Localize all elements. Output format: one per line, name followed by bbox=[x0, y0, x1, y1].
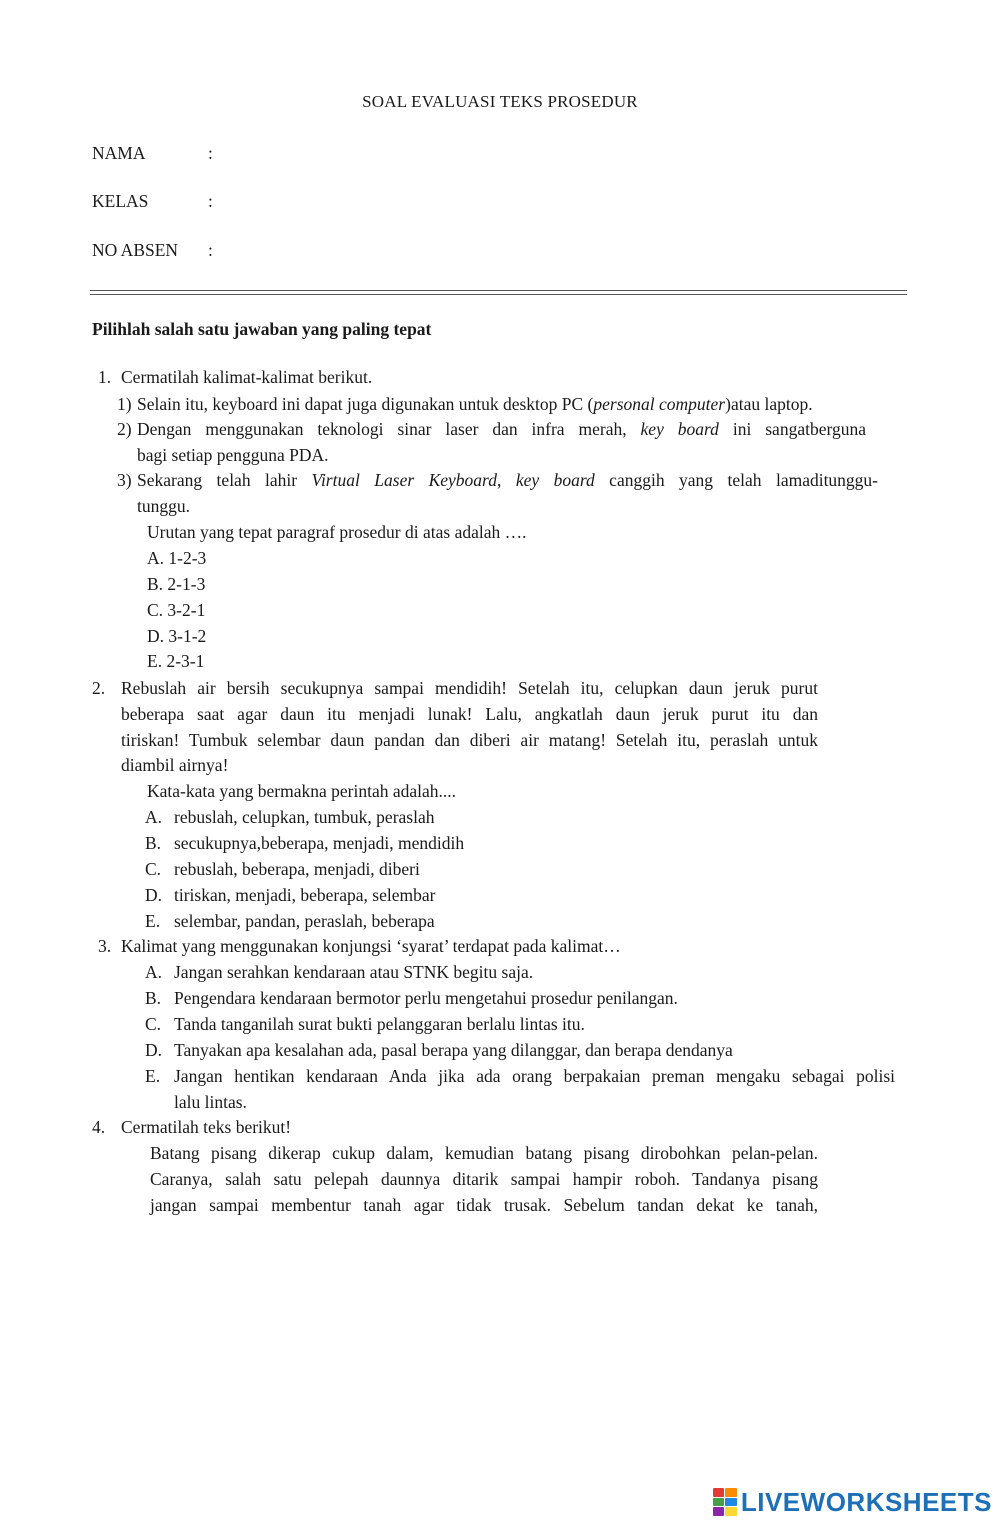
q1-item-3-number: 3) bbox=[117, 470, 132, 490]
absence-number-label: NO ABSEN bbox=[92, 240, 179, 260]
liveworksheets-logo bbox=[713, 1486, 992, 1518]
q2-option-b: secukupnya,beberapa, menjadi, mendidih bbox=[174, 833, 465, 853]
q2-option-a: rebuslah, celupkan, tumbuk, peraslah bbox=[174, 807, 435, 827]
class-label: KELAS bbox=[92, 191, 149, 211]
page-title: SOAL EVALUASI TEKS PROSEDUR bbox=[362, 92, 638, 111]
question-4-stem: Cermatilah teks berikut! bbox=[121, 1117, 292, 1137]
question-2-prompt: Kata-kata yang bermakna perintah adalah.... bbox=[147, 781, 457, 801]
instruction: Pilihlah salah satu jawaban yang paling tepat bbox=[92, 319, 432, 339]
q4-text-line-2: Caranya, salah satu pelepah daunnya ditarik sampai hampir roboh. Tandanya pisang bbox=[150, 1169, 818, 1189]
q3-option-e-continuation: lalu lintas. bbox=[174, 1092, 247, 1112]
q4-text-line-1: Batang pisang dikerap cukup dalam, kemudian batang pisang dirobohkan pelan-pelan. bbox=[150, 1143, 818, 1163]
q1-option-c: C. 3-2-1 bbox=[147, 600, 206, 620]
q3-option-b-letter: B. bbox=[145, 988, 162, 1008]
q1-item-2: Dengan menggunakan teknologi sinar laser dan infra merah, key board ini sangatberguna bbox=[137, 419, 866, 439]
q3-option-d-letter: D. bbox=[145, 1040, 163, 1060]
q2-option-c-letter: C. bbox=[145, 859, 162, 879]
header-divider bbox=[90, 290, 907, 291]
q1-item-3: Sekarang telah lahir Virtual Laser Keyboard, key board canggih yang telah lamaditunggu- bbox=[137, 470, 879, 490]
absence-number-colon: : bbox=[208, 240, 213, 260]
q3-option-a-letter: A. bbox=[145, 962, 163, 982]
q3-option-c-letter: C. bbox=[145, 1014, 162, 1034]
q3-option-d: Tanyakan apa kesalahan ada, pasal berapa yang dilanggar, dan berapa dendanya bbox=[174, 1040, 733, 1060]
q1-item-2-number: 2) bbox=[117, 419, 132, 439]
q1-option-d: D. 3-1-2 bbox=[147, 626, 207, 646]
header-divider-secondary bbox=[90, 294, 907, 295]
name-label: NAMA bbox=[92, 143, 146, 163]
q2-option-e-letter: E. bbox=[145, 911, 161, 931]
q1-item-1: Selain itu, keyboard ini dapat juga digunakan untuk desktop PC (personal computer)atau laptop. bbox=[137, 394, 813, 414]
q3-option-b: Pengendara kendaraan bermotor perlu mengetahui prosedur penilangan. bbox=[174, 988, 678, 1008]
q3-option-e-letter: E. bbox=[145, 1066, 161, 1086]
q1-option-b: B. 2-1-3 bbox=[147, 574, 206, 594]
question-2-number: 2. bbox=[92, 678, 106, 698]
q2-option-a-letter: A. bbox=[145, 807, 163, 827]
logo-text: LIVEWORKSHEETS bbox=[740, 1486, 992, 1517]
q2-option-c: rebuslah, beberapa, menjadi, diberi bbox=[174, 859, 420, 879]
q2-text-line-1: Rebuslah air bersih secukupnya sampai mendidih! Setelah itu, celupkan daun jeruk purut bbox=[121, 678, 818, 698]
q2-option-d-letter: D. bbox=[145, 885, 163, 905]
q1-item-1-number: 1) bbox=[117, 394, 132, 414]
q1-item-2-continuation: bagi setiap pengguna PDA. bbox=[137, 445, 329, 465]
question-1-number: 1. bbox=[98, 367, 112, 387]
q1-option-a: A. 1-2-3 bbox=[147, 548, 207, 568]
q1-item-3-continuation: tunggu. bbox=[137, 496, 190, 516]
q2-text-line-2: beberapa saat agar daun itu menjadi lunak! Lalu, angkatlah daun jeruk purut itu dan bbox=[121, 704, 818, 724]
question-3-stem: Kalimat yang menggunakan konjungsi ‘syarat’ terdapat pada kalimat… bbox=[121, 936, 621, 956]
q2-text-line-3: tiriskan! Tumbuk selembar daun pandan dan diberi air matang! Setelah itu, peraslah untuk bbox=[121, 730, 818, 750]
q3-option-a: Jangan serahkan kendaraan atau STNK begitu saja. bbox=[174, 962, 534, 982]
q2-option-e: selembar, pandan, peraslah, beberapa bbox=[174, 911, 435, 931]
q1-option-e: E. 2-3-1 bbox=[147, 651, 205, 671]
q2-option-b-letter: B. bbox=[145, 833, 162, 853]
q2-option-d: tiriskan, menjadi, beberapa, selembar bbox=[174, 885, 436, 905]
question-1-stem: Cermatilah kalimat-kalimat berikut. bbox=[121, 367, 373, 387]
class-colon: : bbox=[208, 191, 213, 211]
q3-option-c: Tanda tanganilah surat bukti pelanggaran berlalu lintas itu. bbox=[174, 1014, 585, 1034]
question-3-number: 3. bbox=[98, 936, 112, 956]
q4-text-line-3: jangan sampai membentur tanah agar tidak trusak. Sebelum tandan dekat ke tanah, bbox=[150, 1195, 818, 1215]
q2-text-line-4: diambil airnya! bbox=[121, 755, 229, 775]
name-colon: : bbox=[208, 143, 213, 163]
question-1-prompt: Urutan yang tepat paragraf prosedur di atas adalah …. bbox=[147, 522, 527, 542]
q3-option-e: Jangan hentikan kendaraan Anda jika ada orang berpakaian preman mengaku sebagai polisi bbox=[174, 1066, 895, 1086]
question-4-number: 4. bbox=[92, 1117, 106, 1137]
logo-badge-icon bbox=[713, 1488, 737, 1516]
